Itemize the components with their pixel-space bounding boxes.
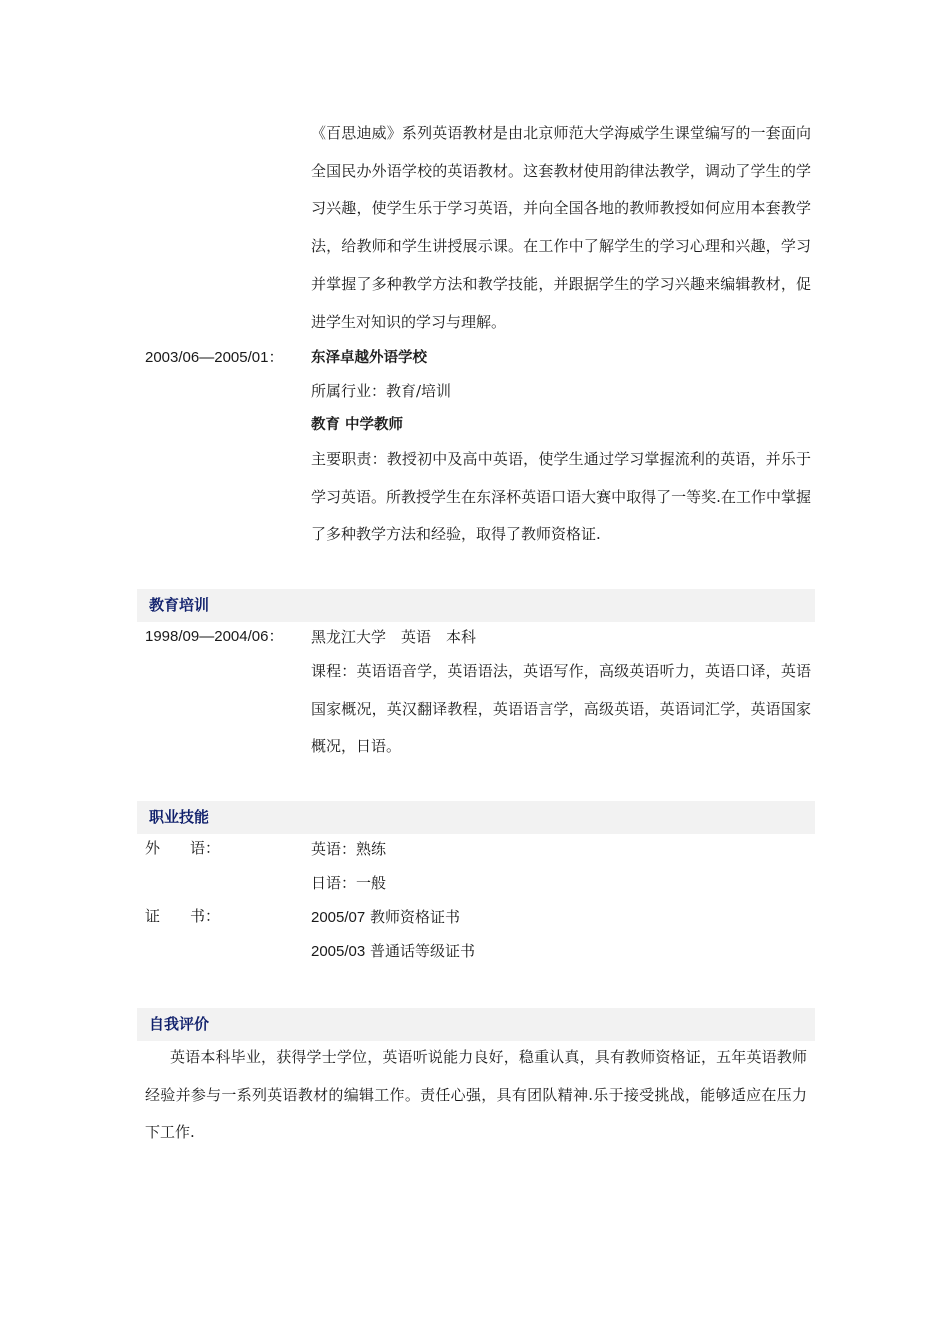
- section-self-eval-title: 自我评价: [149, 1015, 210, 1033]
- education-period: 1998/09—2004/06：: [145, 628, 284, 645]
- skills-language-english: 英语：熟练: [311, 840, 387, 858]
- education-school: 黑龙江大学 英语 本科: [311, 628, 477, 646]
- education-courses: 课程：英语语音学，英语语法，英语写作，高级英语听力，英语口译，英语国家概况，英汉翻译教程，英语语言学，高级英语，英语词汇学，英语国家概况，日语。: [311, 662, 811, 756]
- work-industry: 所属行业：教育/培训: [311, 382, 452, 400]
- work-period: 2003/06—2005/01：: [145, 349, 284, 366]
- cert-1-date: 2005/07: [311, 909, 366, 926]
- cert-1-name: 教师资格证书: [365, 908, 461, 926]
- skills-language-japanese: 日语：一般: [311, 874, 387, 892]
- section-self-eval-header: [137, 1008, 815, 1041]
- cert-2-name: 普通话等级证书: [365, 942, 476, 960]
- skills-cert-2: [311, 936, 475, 966]
- work-position: 教育 中学教师: [311, 417, 404, 433]
- skills-cert-1: [311, 902, 460, 932]
- section-education-title: 教育培训: [149, 596, 210, 614]
- self-eval-text: 英语本科毕业，获得学士学位，英语听说能力良好，稳重认真，具有教师资格证，五年英语教师经验并参与一系列英语教材的编辑工作。责任心强，具有团队精神.乐于接受挑战，能够适应在压力下工作.: [145, 1048, 807, 1142]
- work-description: 《百思迪威》系列英语教材是由北京师范大学海威学生课堂编写的一套面向全国民办外语学校的英语教材。这套教材使用韵律法教学，调动了学生的学习兴趣，使学生乐于学习英语，并向全国各地的教师教授如何应用本套教学法，给教师和学生讲授展示课。在工作中了解学生的学习心理和兴趣，学习并掌握了多种教学方法和教学技能，并跟据学生的学习兴趣来编辑教材，促进学生对知识的学习与理解。: [311, 124, 811, 331]
- section-education-header: [137, 589, 815, 622]
- cert-2-date: 2005/03: [311, 943, 366, 960]
- skills-language-label: 外 语：: [145, 840, 221, 857]
- work-duties: 主要职责：教授初中及高中英语，使学生通过学习掌握流利的英语，并乐于学习英语。所教授学生在东泽杯英语口语大赛中取得了一等奖.在工作中掌握了多种教学方法和经验，取得了教师资格证.: [311, 450, 811, 544]
- skills-cert-label: 证 书：: [145, 908, 221, 925]
- section-skills-header: [137, 801, 815, 834]
- section-skills-title: 职业技能: [149, 808, 210, 826]
- work-company: 东泽卓越外语学校: [311, 350, 427, 366]
